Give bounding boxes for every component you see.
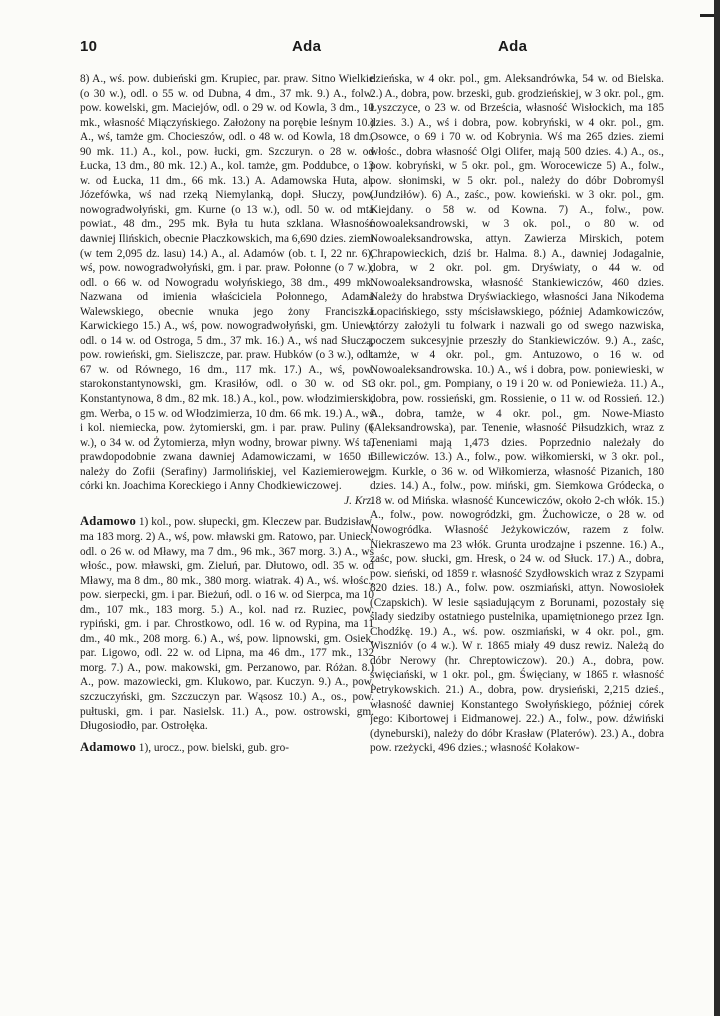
entry-adamowo-2-continued [370, 72, 664, 756]
entry-text: 1), urocz., pow. bielski, gub. gro- [135, 741, 289, 754]
right-column [370, 72, 664, 972]
entry-text: dzieńska, w 4 okr. pol., gm. Aleksandrówka, 54 w. od Bielska. 2.) A., dobra, pow. brzeski, gub. grodzieńskiej, w 3 okr. pol., gm. Łyszczyce, o 23 w. od Brześcia, własność Wisłockich, ma 185 dzies. 3.) A., wś i dobra, pow. kobryński, w 4 okr. pol., gm. Osowce, o 69 i 70 w. od Kobrynia. Wś ma 265 dzies. ziemi włośc., dobra własność Olgi Olifer, mają 500 dzies. 4.) A., os., pow. kobryński, w 5 okr. pol., gm. Worocewicze 5) A., folw., pow. słonimski, w 5 okr. pol., należy do dóbr Dobromyśl (Jundziłów). 6) A., zaśc., pow. kowieński. w 3 okr. pol., gm. Kiejdany. o 58 w. od Kowna. 7) A., folw., pow. nowoaleksandrowski, w 3 ok. pol., o 80 w. od Nowoaleksandrowska, attyn. Zawierza Mirskich, potem Chrapowieckich, dziś br. Halma. 8.) A., dawniej Jodagalnie, dobra, w 2 okr. pol. gm. Dryświaty, o 44 w. od Nowoaleksandrowska, własność Stankiewiczów, 460 dzies. Należy do hrabstwa Dryświackiego, własności Jana Nikodema Łopacińskiego, ssty mścisławskiego, później Adamkowiczów, którzy założyli tu folwark i nazwali go od swego nazwiska, poczem sukcesyjnie przeszły do Stankiewiczów. 9.) A., zaśc, tamże, w 4 okr. pol., gm. Antuzowo, o 16 w. od Nowoaleksandrowska. 10.) A., wś i dobra, pow. poniewieski, w 3 okr. pol., gm. Pompiany, o 19 i 20 w. od Poniewieża. 11.) A., dobra, pow. rossieński, gm. Rossienie, o 11 w. od Rossień. 12.) A., dobra, tamże, w 4 okr. pol., gm. Nowe-Miasto (Aleksandrowska), par. Tenenie, własność Piłsudzkich, wraz z Teneniami mają 1,473 dzies. Poprzednio należały do Billewiczów. 13.) A., folw., pow. wiłkomierski, w 3 okr. pol., gm. Kurkle, o 36 w. od Wiłkomierza, własność Pizanich, 180 dzies. 14.) A., folw., pow. miński, gm. Siemkowa Gródecka, o 18 w. od Mińska. własność Kuncewiczów, około 2-ch włók. 15.) A., folw., pow. nowogródzki, gm. Żuchowicze, o 28 w. od Nowogródka. Własność Jeżykowiczów, razem z folw. Niekraszewo ma 23 włók. Grunta urodzajne i pszenne. 16.) A., zaśc, pow. słucki, gm. Hresk, o 24 w. od Słuck. 17.) A., dobra, pow. sieński, od 1859 r. własność Szydłowskich wraz z Szypami 820 dzies. 18.) A., folw. pow. oszmiański, attyn. Nowosiołek (Czapskich). W lesie sąsiadującym z Borunami, pozostały się ślady siedziby ostatniego pustelnika, upamiętnionego przez Ign. Chodźkę. 19.) A., wś. pow. oszmiański, w 4 okr. pol., gm. Wisznióv (o 4 w.). W r. 1865 miały 49 dusz rewiz. Należą do dóbr Nerowy (hr. Chreptowiczow). 20.) A., dobra, pow. święciański, w 1 okr. pol., gm. Święciany, w 1865 r. własność Petrykowskich. 21.) A., dobra, pow. drysieński, 2,215 dzieś., własność dawniej Konstantego Swołyńskiego, później córek jego: Kibortowej i Eidmanowej. 22.) A., folw., pow. dźwiński (dyneburski), należy do dóbr Krasław (Platerów). 23.) A., dobra pow. rzeżycki, 496 dzies.; własność Kołakow- [370, 73, 664, 755]
page-header [80, 38, 680, 60]
entry-headword: Adamowo [80, 739, 136, 754]
page-edge-mark [714, 0, 720, 1016]
entry-text: 8) A., wś. pow. dubieński gm. Krupiec, par. praw. Sitno Wielkie (o 30 w.), odl. o 55 w. od Dubna, 4 dm., 37 mk. 9.) A., folw. pow. kowelski, gm. Maciejów, odl. o 29 w. od Kowla, 3 dm., 10 mk., własność Miączyńskiego. Założony na porębie leśnym 10.) A., wś, tamże gm. Chocieszów, odl. o 48 w. od Kowla, 18 dm., 90 mk. 11.) A., kol., pow. łucki, gm. Szczuryn. o 28 w. od Łucka, 13 dm., 80 mk. 12.) A., kol. tamże, gm. Poddubce, o 13 w. od Łucka, 11 dm., 66 mk. 13.) A. Adamowska Huta, al. Józefówka, wś nad rzeką Niemylanką, dopł. Słuczy, pow. nowogradwołyński, gm. Kurne (o 13 w.), odl. 50 w. od mta powiat., 48 dm., 295 mk. Była tu huta szklana. Własność dawniej Ilińskich, obecnie Płaczkowskich, ma 6,690 dzies. ziemi (w tem 2,095 dz. lasu) 14.) A., al. Adamów (ob. t. I, 22 nr. 6), wś, pow. nowogradwołyński, gm. i par. praw. Połonne (o 7 w.), odl. o 66 w. od Nowogradu wołyńskiego, 38 dm., 499 mk. Nazwana od imienia właściciela Połonnego, Adama Walewskiego, obecnie wnuka jego żony Franciszka Karwickiego 15.) A., wś, pow. nowogradwołyński, gm. Uniew, odl. o 14 w. od Ostroga, 5 dm., 37 mk. 16.) A., wś nad Słuczą, pow. rowieński, gm. Sieliszcze, par. praw. Hubków (o 3 w.), odl. 67 w. od Równego, 16 dm., 117 mk. 17.) A., wś, pow. starokonstantynowski, gm. Krasiłów, odl. o 30 w. od St. Konstantynowa, 8 dm., 82 mk. 18.) A., kol., pow. włodzimierski, gm. Werba, o 15 w. od Włodzimierza, 10 dm. 66 mk. 19.) A., wś i kol. niemiecka, pow. żytomierski, gm. i par. praw. Puliny (6 w.), o 34 w. od Żytomierza, młyn wodny, browar piwny. Wś ta, prawdopodobnie zwana dawniej Adamowiczami, w 1650 r. należy do Zofii (Serafiny) Jarmolińskiej, vel Kaziemierowej, córki kn. Joachima Koreckiego i Anny Chodkiewiczowej. [80, 73, 374, 493]
entry-adamowo-1 [80, 514, 374, 733]
entry-ada-continued [80, 72, 374, 508]
entry-headword: Adamowo [80, 514, 136, 529]
page-edge-tab [700, 14, 714, 17]
running-head-right: Ada [498, 38, 528, 55]
left-column [80, 72, 374, 972]
author-signature: J. Krz. [344, 494, 374, 507]
entry-text: 1) kol., pow. słupecki, gm. Kleczew par. Budzisław, ma 183 morg. 2) A., wś, pow. mławski gm. Ratowo, par. Unieck. odl. o 26 w. od Mławy, ma 7 dm., 96 mk., 367 morg. 3.) A., wś włośc., pow. mławski, gm. Zieluń, par. Dłutowo, odl. 35 w. od Mławy, ma 8 dm., 80 mk., 380 morg. wiatrak. 4) A., wś. włośc., pow. sierpecki, gm. i par. Bieżuń, odl. o 16 w. od Sierpca, ma 10 dm., 107 mk., 183 morg. 5.) A., kol. nad rz. Ruziec, pow. rypiński, gm. i par. Chrostkowo, odl. 16 w. od Rypina, ma 11 dm., 40 mk., 208 morg. 6.) A., wś, pow. lipnowski, gm. Osiek, par. Ligowo, odl. 22 w. od Lipna, ma 46 dm., 177 mk., 132 morg. 7.) A., pow. makowski, gm. Perzanowo, par. Różan. 8.) A., pow. mazowiecki, gm. Klukowo, par. Kuczyn. 9.) A., pow. szczuczyński, gm. Szczuczyn par. Wąsosz 10.) A., os., pow. pułtuski, gm. i par. Nasielsk. 11.) A., pow. ostrowski, gm. Długosiodło, par. Ostrołęka. [80, 516, 374, 733]
entry-adamowo-2 [80, 740, 374, 756]
page-number: 10 [80, 38, 98, 55]
running-head-left: Ada [292, 38, 322, 55]
